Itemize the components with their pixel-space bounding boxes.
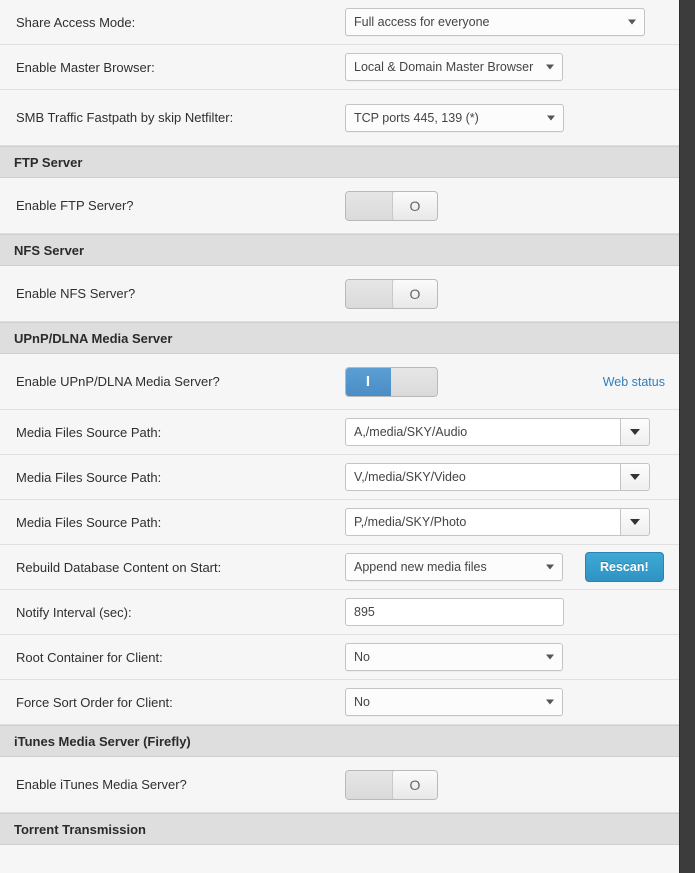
toggle-track-off: [346, 192, 393, 220]
chevron-down-icon: [630, 519, 640, 525]
master-browser-label: Enable Master Browser:: [16, 59, 155, 75]
chevron-down-icon: [630, 429, 640, 435]
row-upnp-enable: [0, 354, 679, 410]
toggle-track-off: [346, 771, 393, 799]
force-sort-order-value: No: [354, 695, 370, 709]
root-container-label: Root Container for Client:: [16, 649, 163, 665]
chevron-down-icon: [546, 65, 554, 70]
toggle-track-off: [391, 368, 437, 396]
ftp-enable-label: Enable FTP Server?: [16, 198, 134, 213]
upnp-enable-control: [345, 367, 679, 397]
nfs-enable-control: [345, 279, 679, 309]
row-media-path-2: [0, 455, 679, 500]
share-access-mode-select[interactable]: [345, 8, 645, 36]
media-path-1-dropdown-button[interactable]: [620, 418, 650, 446]
row-force-sort-order: [0, 680, 679, 725]
media-path-2-combo[interactable]: [345, 463, 650, 491]
ftp-enable-toggle[interactable]: [345, 191, 438, 221]
force-sort-order-label: Force Sort Order for Client:: [16, 694, 173, 710]
rescan-button[interactable]: Rescan!: [585, 552, 664, 582]
root-container-value: No: [354, 650, 370, 664]
row-notify-interval: [0, 590, 679, 635]
media-path-2-input[interactable]: V,/media/SKY/Video: [345, 463, 620, 491]
media-path-2-label: Media Files Source Path:: [16, 469, 162, 485]
row-share-access-mode: [0, 0, 679, 45]
master-browser-control: [345, 53, 679, 81]
row-master-browser: [0, 45, 679, 90]
nfs-enable-label: Enable NFS Server?: [16, 286, 136, 301]
media-path-3-label: Media Files Source Path:: [16, 514, 162, 530]
section-itunes: iTunes Media Server (Firefly): [0, 725, 679, 757]
row-root-container: [0, 635, 679, 680]
media-path-1-combo[interactable]: [345, 418, 650, 446]
section-upnp-dlna: UPnP/DLNA Media Server: [0, 322, 679, 354]
upnp-enable-label: Enable UPnP/DLNA Media Server?: [16, 374, 220, 389]
master-browser-select[interactable]: [345, 53, 563, 81]
media-path-1-input[interactable]: A,/media/SKY/Audio: [345, 418, 620, 446]
row-media-path-3: [0, 500, 679, 545]
toggle-knob: O: [392, 770, 438, 800]
force-sort-order-control: [345, 688, 679, 716]
chevron-down-icon: [547, 115, 555, 120]
row-media-path-1: [0, 410, 679, 455]
media-path-2-dropdown-button[interactable]: [620, 463, 650, 491]
itunes-enable-label: Enable iTunes Media Server?: [16, 777, 187, 792]
smb-fastpath-select[interactable]: [345, 104, 564, 132]
share-access-mode-value: Full access for everyone: [354, 15, 490, 29]
section-nfs-server: NFS Server: [0, 234, 679, 266]
rebuild-database-label: Rebuild Database Content on Start:: [16, 559, 222, 575]
media-path-1-label: Media Files Source Path:: [16, 424, 162, 440]
media-path-3-control: [345, 508, 679, 536]
row-nfs-enable: [0, 266, 679, 322]
notify-interval-input[interactable]: 895: [345, 598, 564, 626]
section-torrent-transmission: Torrent Transmission: [0, 813, 679, 845]
root-container-control: [345, 643, 679, 671]
media-path-2-control: [345, 463, 679, 491]
rebuild-database-control: [345, 552, 679, 582]
toggle-knob: O: [392, 191, 438, 221]
chevron-down-icon: [546, 565, 554, 570]
itunes-enable-control: [345, 770, 679, 800]
itunes-enable-toggle[interactable]: [345, 770, 438, 800]
row-ftp-enable: [0, 178, 679, 234]
smb-fastpath-label: SMB Traffic Fastpath by skip Netfilter:: [16, 110, 234, 125]
upnp-enable-toggle[interactable]: [345, 367, 438, 397]
section-ftp-server: FTP Server: [0, 146, 679, 178]
rebuild-database-value: Append new media files: [354, 560, 487, 574]
chevron-down-icon: [630, 474, 640, 480]
chevron-down-icon: [628, 20, 636, 25]
row-rebuild-database: [0, 545, 679, 590]
chevron-down-icon: [546, 700, 554, 705]
media-path-1-control: [345, 418, 679, 446]
toggle-track-off: [346, 280, 393, 308]
row-itunes-enable: [0, 757, 679, 813]
master-browser-value: Local & Domain Master Browser: [354, 60, 534, 74]
ftp-enable-control: [345, 191, 679, 221]
force-sort-order-select[interactable]: [345, 688, 563, 716]
share-access-mode-control: [345, 8, 679, 36]
media-path-3-dropdown-button[interactable]: [620, 508, 650, 536]
root-container-select[interactable]: [345, 643, 563, 671]
share-access-mode-label: Share Access Mode:: [16, 14, 136, 30]
toggle-track-on: I: [345, 367, 391, 397]
chevron-down-icon: [546, 655, 554, 660]
media-path-3-input[interactable]: P,/media/SKY/Photo: [345, 508, 620, 536]
smb-fastpath-value: TCP ports 445, 139 (*): [354, 110, 479, 125]
nfs-enable-toggle[interactable]: [345, 279, 438, 309]
rebuild-database-select[interactable]: [345, 553, 563, 581]
notify-interval-control: [345, 598, 679, 626]
media-path-3-combo[interactable]: [345, 508, 650, 536]
row-smb-fastpath: [0, 90, 679, 146]
toggle-knob: O: [392, 279, 438, 309]
smb-fastpath-control: [345, 104, 679, 132]
upnp-web-status-link[interactable]: Web status: [602, 374, 665, 389]
notify-interval-label: Notify Interval (sec):: [16, 604, 132, 620]
